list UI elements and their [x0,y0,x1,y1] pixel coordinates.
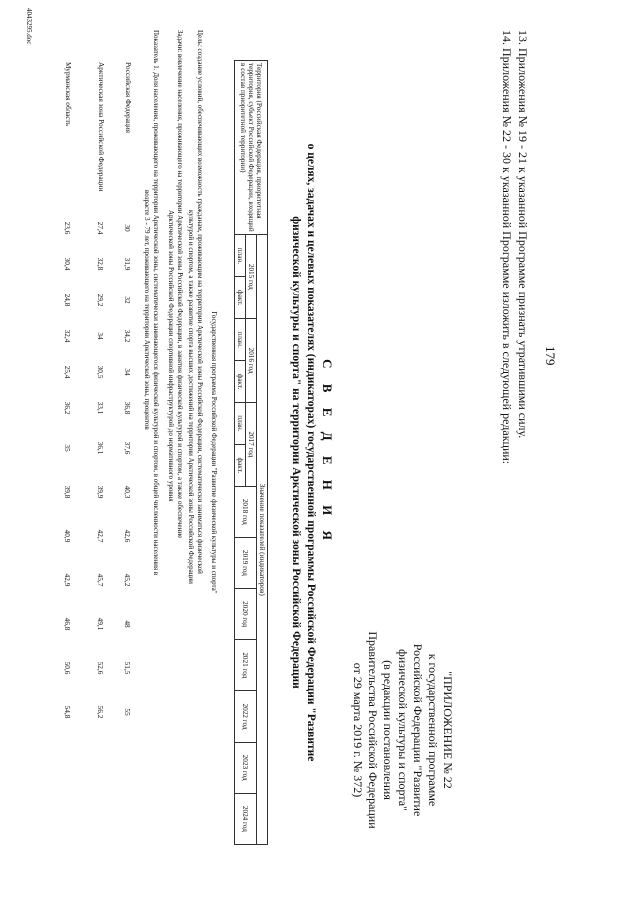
plan-header: план. [235,319,246,361]
cell-value: 34 [96,332,105,340]
cell-value: 52,6 [96,661,105,675]
cell-value: 24,8 [63,293,72,307]
appendix-line: физической культуры и спорта" [396,649,410,811]
year-header: 2018 год [235,486,257,537]
goal-line: Цель: создание условий, обеспечивающих возможность гражданам, проживающим на территории Арктической зоны Российской Федерации, систематически заниматься физической [196,30,204,574]
document-title: С В Е Д Е Н И Я [320,359,335,546]
cell-value: 34 [123,368,132,376]
year-header: 2021 год [235,640,257,691]
fact-header: факт. [235,361,246,403]
cell-value: 23,6 [63,221,72,235]
cell-value: 29,2 [96,293,105,307]
amendment-line-14: 14. Приложения № 22 - 30 к указанной Программе изложить в следующей редакции: [500,30,514,465]
cell-value: 45,7 [96,573,105,587]
subtitle-line: о целях, задачах и целевых показателях (индикаторах) государственной программы Российской Федерации "Развитие [305,143,317,762]
indicator-line: возрасте 3 - 79 лет, проживающего на территории Арктической зоны, процентов [143,190,151,430]
cell-value: 37,6 [123,441,132,455]
table-row [54,60,72,845]
cell-value: 35 [63,444,72,452]
cell-value: 33,1 [96,401,105,415]
row-territory: Мурманская область [64,62,73,127]
cell-value: 48 [123,620,132,628]
appendix-line: "ПРИЛОЖЕНИЕ № 22 [441,671,455,789]
task-line: Арктической зоны Российской Федерации спортивной инфраструктурой до нормативного уровня [167,210,175,502]
cell-value: 39,9 [96,485,105,499]
cell-value: 36,1 [96,441,105,455]
cell-value: 27,4 [96,221,105,235]
program-line: Государственная программа Российской Федерации "Развитие физической культуры и спорта" [210,311,218,594]
appendix-line: Правительства Российской Федерации [366,631,380,829]
cell-value: 39,8 [63,485,72,499]
cell-value: 54,8 [63,705,72,719]
cell-value: 30,4 [63,257,72,271]
amendment-line-13: 13. Приложения № 19 - 21 к указанной Программе признать утратившими силу. [516,30,530,439]
appendix-line: Российской Федерации "Развитие [411,643,425,817]
year-header: 2016 год [246,319,257,403]
fact-header: факт. [235,277,246,319]
fact-header: факт. [235,444,246,486]
table-row [114,60,132,845]
appendix-heading [350,570,455,890]
territory-column-header: Территория (Российская Федерация, приоритетная территория, субъект Российской Федерации, входящий в состав приоритетной территории) [235,61,268,235]
row-territory: Арктическая зона Российской Федерации [97,62,106,192]
cell-value: 51,5 [123,661,132,675]
cell-value: 55 [123,708,132,716]
cell-value: 32,4 [63,329,72,343]
appendix-line: от 29 марта 2019 г. № 372) [351,662,365,798]
cell-value: 42,7 [96,529,105,543]
goal-line: культурой и спортом, а также развитие спорта высших достижений на территории Арктической зоны Российской Федерации [187,210,195,584]
subtitle-line: физической культуры и спорта" на территории Арктической зоны Российской Федерации [290,216,302,689]
document-id: 4043295.doc [25,8,33,45]
table-row [87,60,105,845]
cell-value: 40,3 [123,485,132,499]
cell-value: 30,5 [96,365,105,379]
year-header: 2015 год [246,235,257,319]
cell-value: 49,1 [96,617,105,631]
task-line: Задачи: вовлечение населения, проживающего на территории Арктической зоны Российской Федерации, в занятия физической культурой и спортом, а также обеспечение [176,30,184,539]
year-header: 2019 год [235,537,257,588]
year-header: 2024 год [235,793,257,844]
cell-value: 40,9 [63,529,72,543]
cell-value: 36,2 [63,401,72,415]
cell-value: 56,2 [96,705,105,719]
cell-value: 34,2 [123,329,132,343]
row-territory: Российская Федерация [124,62,133,133]
cell-value: 32 [123,296,132,304]
cell-value: 30 [123,224,132,232]
indicators-table-header [234,60,268,845]
cell-value: 25,4 [63,365,72,379]
cell-value: 36,8 [123,401,132,415]
values-group-header: Значение показателей (индикаторов) [257,235,268,845]
cell-value: 45,2 [123,573,132,587]
plan-header: план. [235,402,246,444]
appendix-line: к государственной программе [426,653,440,807]
cell-value: 42,9 [63,573,72,587]
year-header: 2022 год [235,691,257,742]
year-header: 2020 год [235,589,257,640]
indicator-line: Показатель 1. Доля населения, проживающего на территории Арктической зоны, систематически занимающегося физической культурой и спортом, в общей численности населения в [152,30,160,576]
cell-value: 32,8 [96,257,105,271]
cell-value: 31,9 [123,257,132,271]
plan-header: план. [235,235,246,277]
appendix-line: (в редакции постановления [381,660,395,800]
page-number: 179 [543,346,558,366]
document-subtitle [288,60,318,845]
cell-value: 46,8 [63,617,72,631]
year-header: 2023 год [235,742,257,793]
cell-value: 50,6 [63,661,72,675]
cell-value: 42,6 [123,529,132,543]
year-header: 2017 год [246,402,257,486]
